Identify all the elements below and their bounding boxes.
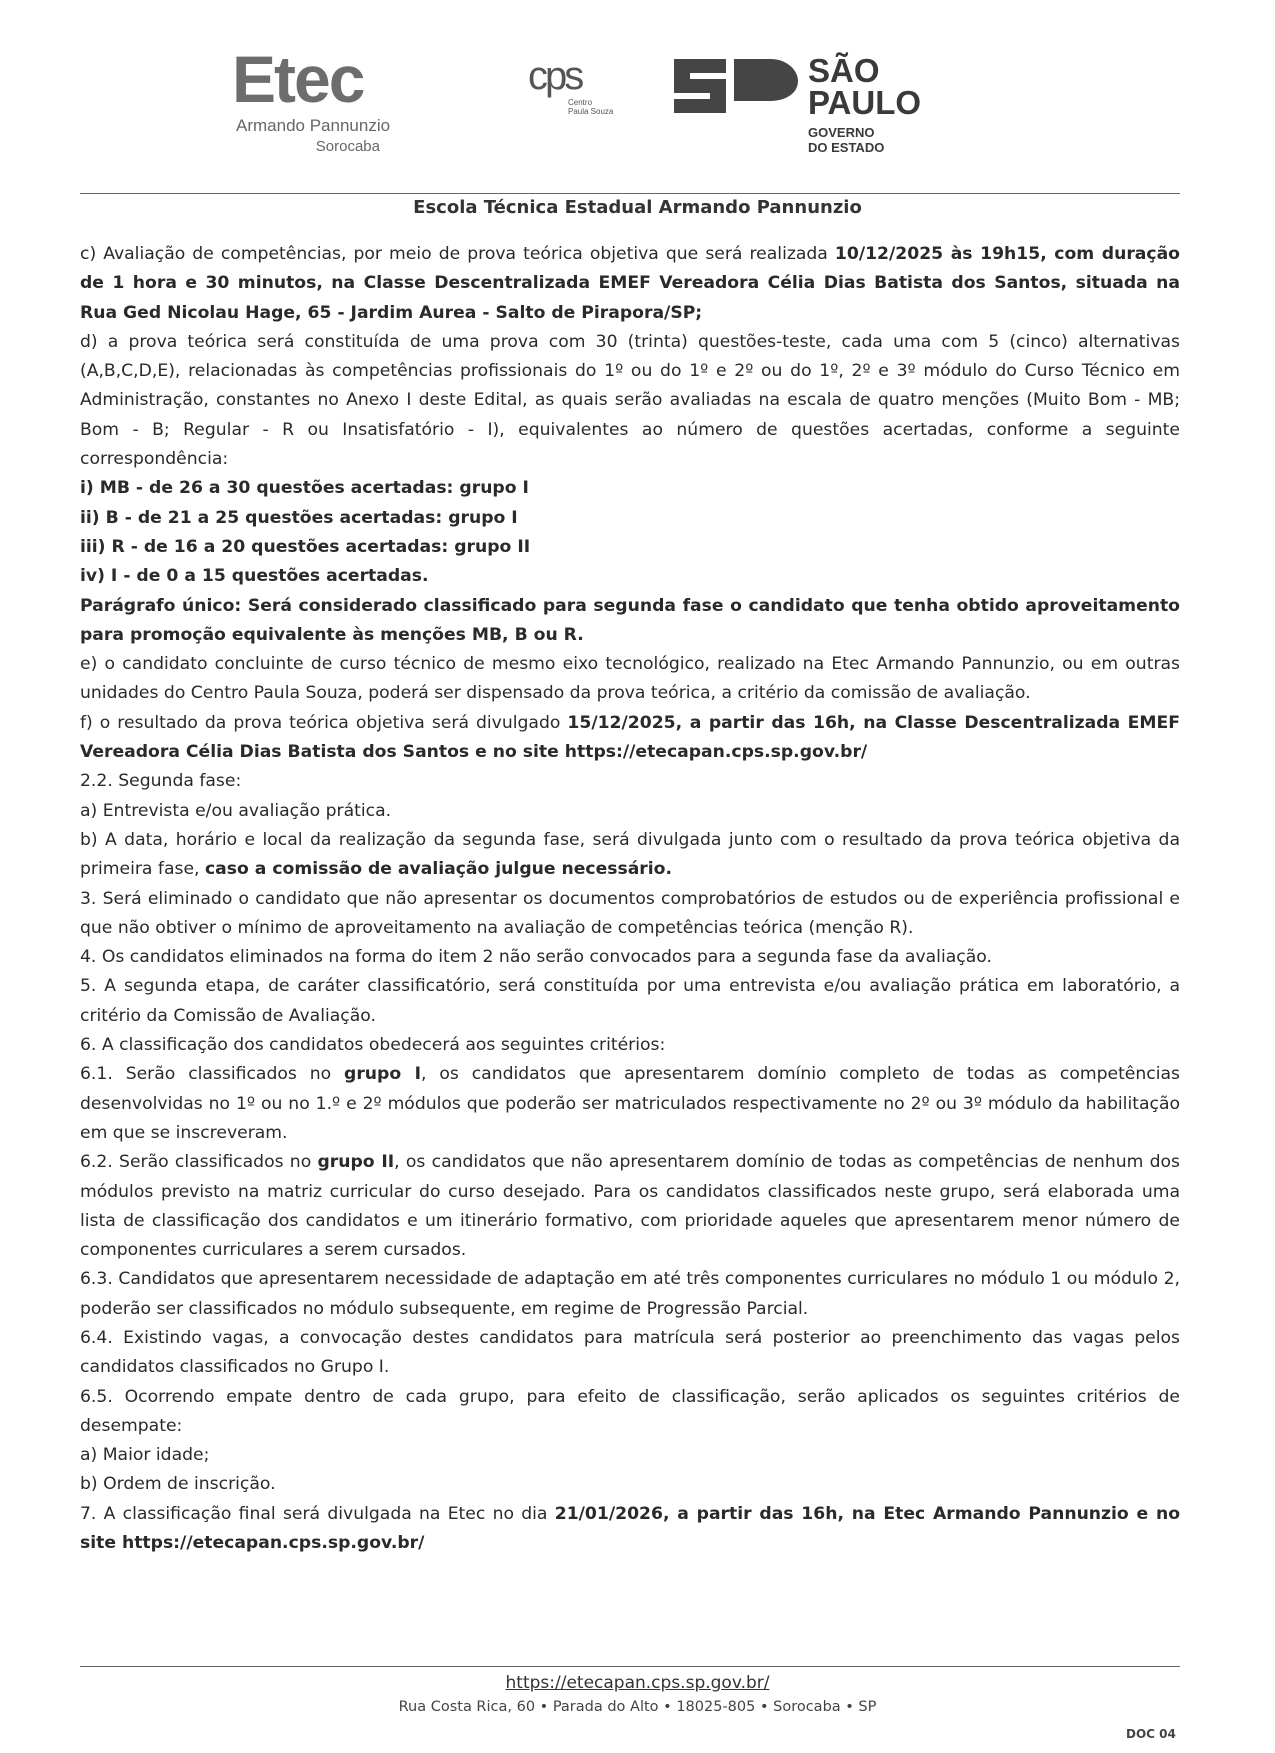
section-6-5-a: a) Maior idade;: [80, 1445, 210, 1466]
header-divider: [80, 193, 1180, 194]
cps-logo-mark: cps: [528, 54, 582, 98]
item-e: e) o candidato concluinte de curso técnico de mesmo eixo tecnológico, realizado na Etec Armando Pannunzio, ou em outras unidades do Centro Paula Souza, poderá ser dispensado da prova teórica, a critério da comissão de avaliação.: [80, 654, 1180, 704]
sp-logo-title: SÃO PAULO: [808, 52, 922, 121]
section-7: 7. A classificação final será divulgada na Etec no dia 21/01/2026, a partir das 16h, na Etec Armando Pannunzio e no site https://etecapan.cps.sp.gov.br/: [80, 1503, 1180, 1554]
school-name: Escola Técnica Estadual Armando Pannunzio: [413, 197, 862, 218]
section-6-3: 6.3. Candidatos que apresentarem necessidade de adaptação em até três componentes curriculares no módulo 1 ou módulo 2, poderão ser classificados no módulo subsequente, em regime de Progressão Parcial.: [80, 1269, 1180, 1319]
sp-government-logo: [670, 52, 940, 165]
page-header: [0, 0, 1275, 190]
section-6-2: 6.2. Serão classificados no grupo II, os candidatos que não apresentarem domínio de todas as competências de nenhum dos módulos previsto na matriz curricular do curso desejado. Para os candidatos classificados neste grupo, será elaborada uma lista de classificação dos candidatos e um itinerário formativo, com prioridade aqueles que apresentarem menor número de componentes curriculares a serem cursados.: [80, 1152, 1180, 1261]
footer-divider: [80, 1666, 1180, 1667]
sp-emblem-icon: [670, 59, 800, 113]
section-3: 3. Será eliminado o candidato que não apresentar os documentos comprobatórios de estudos ou de experiência profissional e que não obtiver o mínimo de aproveitamento na avaliação de competências teórica (menção R).: [80, 888, 1180, 938]
section-4: 4. Os candidatos eliminados na forma do item 2 não serão convocados para a segunda fase da avaliação.: [80, 947, 992, 968]
section-6-5-b: b) Ordem de inscrição.: [80, 1474, 276, 1495]
section-6-1: 6.1. Serão classificados no grupo I, os candidatos que apresentarem domínio completo de todas as competências desenvolvidas no 1º ou no 1.º e 2º módulos que poderão ser matriculados respectivamente no 2º ou 3º módulo da habilitação em que se inscreveram.: [80, 1064, 1180, 1143]
item-i: i) MB - de 26 a 30 questões acertadas: grupo I: [80, 478, 529, 499]
cps-logo-sub1: Centro: [568, 98, 593, 107]
section-2-2-b: b) A data, horário e local da realização da segunda fase, será divulgada junto com o resultado da prova teórica objetiva da primeira fase, caso a comissão de avaliação julgue necessário.: [80, 829, 1180, 880]
section-6-5: 6.5. Ocorrendo empate dentro de cada grupo, para efeito de classificação, serão aplicados os seguintes critérios de desempate:: [80, 1386, 1180, 1436]
etec-logo: [232, 42, 412, 155]
cps-logo: [528, 56, 638, 126]
etec-logo-name: Armando Pannunzio: [236, 116, 391, 135]
item-iv: iv) I - de 0 a 15 questões acertadas.: [80, 566, 429, 587]
item-ii: ii) B - de 21 a 25 questões acertadas: grupo I: [80, 507, 518, 528]
sp-logo-government: GOVERNO DO ESTADO: [808, 125, 885, 155]
section-6: 6. A classificação dos candidatos obedecerá aos seguintes critérios:: [80, 1035, 666, 1056]
section-2-2-a: a) Entrevista e/ou avaliação prática.: [80, 800, 392, 821]
section-6-4: 6.4. Existindo vagas, a convocação destes candidatos para matrícula será posterior ao preenchimento das vagas pelos candidatos classificados no Grupo I.: [80, 1327, 1180, 1378]
item-c: c) Avaliação de competências, por meio de prova teórica objetiva que será realizada 10/12/2025 às 19h15, com duração de 1 hora e 30 minutos, na Classe Descentralizada EMEF Vereadora Célia Dias Batista dos Santos, situada na Rua Ged Nicolau Hage, 65 - Jardim Aurea - Salto de Pirapora/SP;: [80, 244, 1180, 323]
paragrafo-unico: Parágrafo único: Será considerado classificado para segunda fase o candidato que tenha obtido aproveitamento para promoção equivalente às menções MB, B ou R.: [80, 595, 1180, 645]
cps-logo-sub2: Paula Souza: [568, 107, 614, 116]
document-body: [80, 240, 1180, 1558]
item-d: d) a prova teórica será constituída de uma prova com 30 (trinta) questões-teste, cada uma com 5 (cinco) alternativas (A,B,C,D,E), relacionadas às competências profissionais do 1º ou do 1º e 2º ou do 1º, 2º e 3º módulo do Curso Técnico em Administração, constantes no Anexo I deste Edital, as quais serão avaliadas na escala de quatro menções (Muito Bom - MB; Bom - B; Regular - R ou Insatisfatório - I), equivalentes ao número de questões acertadas, conforme a seguinte correspondência:: [80, 331, 1180, 470]
doc-code: DOC 04: [1126, 1727, 1176, 1741]
footer-address: Rua Costa Rica, 60 • Parada do Alto • 18025-805 • Sorocaba • SP: [398, 1699, 877, 1715]
footer-url-link[interactable]: https://etecapan.cps.sp.gov.br/: [505, 1673, 770, 1693]
item-iii: iii) R - de 16 a 20 questões acertadas: grupo II: [80, 536, 531, 557]
section-5: 5. A segunda etapa, de caráter classificatório, será constituída por uma entrevista e/ou avaliação prática em laboratório, a critério da Comissão de Avaliação.: [80, 976, 1180, 1026]
etec-logo-word: Etec: [232, 42, 364, 116]
etec-logo-city: Sorocaba: [315, 138, 380, 155]
item-f: f) o resultado da prova teórica objetiva será divulgado 15/12/2025, a partir das 16h, na Classe Descentralizada EMEF Vereadora Célia Dias Batista dos Santos e no site https://etecapan.cps.sp.gov.br/: [80, 712, 1180, 763]
section-2-2: 2.2. Segunda fase:: [80, 771, 242, 792]
